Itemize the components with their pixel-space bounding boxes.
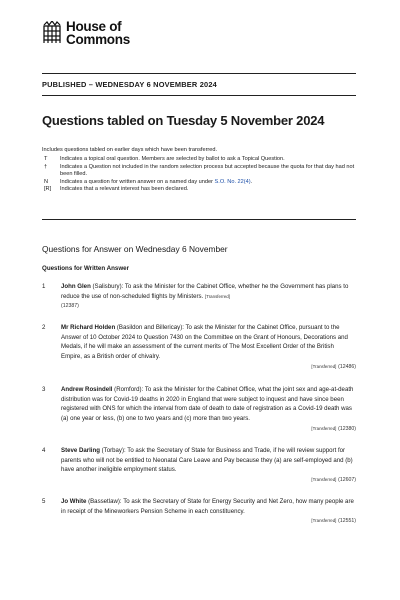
question-constituency: (Torbay): (99, 447, 128, 454)
question-member: John Glen (61, 283, 91, 290)
section-title: Questions for Answer on Wednesday 6 November (42, 244, 228, 254)
question-member: Jo White (61, 498, 87, 505)
transferred-tag: [Transferred] (311, 363, 337, 369)
question-text: To ask the Minister for the Cabinet Office, what the joint sex and age-at-death distribution was for Covid-19 deaths in 2020 in England that were subject to inquest and have since been registered with ONS for which the interval from date of death to date of registration as a Covid-19 death was (a) one year or less, (b) one to two years and (c) more than two years. (61, 386, 354, 423)
legend-symbol: T (44, 156, 48, 162)
transferred-tag: [Transferred] (311, 425, 337, 431)
question-number: 3 (42, 386, 46, 393)
legend-text: Indicates a topical oral question. Members are selected by ballot to ask a Topical Question. (60, 156, 285, 162)
question-reference: (12387) (61, 303, 79, 310)
logo-line-2: Commons (66, 32, 130, 47)
question-constituency: (Salisbury): (90, 283, 125, 290)
transferred-tag: [Transferred] (311, 477, 337, 483)
question-number: 5 (42, 498, 46, 505)
question-text: To ask the Secretary of State for Business and Trade, if he will review support for parents who will not be entitled to Neonatal Care Leave and Pay because they (a) are self-employed and (b) have another ineligible employment status. (61, 447, 353, 474)
legend-row (42, 164, 356, 179)
transferred-tag: [Transferred] (311, 518, 337, 524)
legend-row (42, 186, 356, 194)
intro-text: Includes questions tabled on earlier days which have been transferred. (42, 147, 218, 153)
page-title: Questions tabled on Tuesday 5 November 2024 (42, 113, 325, 128)
legend-row (42, 156, 356, 164)
question-text: To ask the Minister for the Cabinet Office, pursuant to the Answer of 10 October 2024 to Question 7430 on the Committee on the Grant of Honours, Decorations and Medals, if he will make an assessment of the current merits of The Most Excellent Order of the British Empire, as a British order of chivalry. (61, 324, 348, 361)
question-item (42, 323, 356, 373)
standing-order-link[interactable]: S.O. No. 22(4) (214, 178, 251, 185)
header-top-rule (42, 73, 356, 74)
house-of-commons-logo (42, 20, 130, 46)
question-text: To ask the Secretary of State for Energy Security and Net Zero, how many people are in receipt of the Mineworkers Pension Scheme in each constituency. (61, 498, 354, 515)
question-number: 4 (42, 447, 46, 454)
legend-text-after: . (250, 178, 253, 185)
legend-symbol: [R] (44, 186, 52, 193)
transferred-tag: [Transferred] (204, 293, 230, 299)
question-reference: (12486) (338, 363, 356, 370)
question-text: To ask the Minister for the Cabinet Office, whether he the Government has plans to reduce the use of non-scheduled flights by Ministers. (61, 283, 349, 300)
symbol-legend (42, 156, 356, 194)
question-constituency: (Bassetlaw): (86, 498, 124, 505)
question-reference: (12380) (338, 425, 356, 432)
legend-symbol: † (44, 163, 48, 170)
question-member: Andrew Rosindell (61, 386, 113, 393)
portcullis-icon (42, 21, 62, 45)
logo-line-1: House of (66, 19, 122, 34)
question-number: 1 (42, 283, 46, 290)
header-bottom-rule (42, 95, 356, 96)
question-constituency: (Romford): (112, 386, 145, 393)
question-member: Mr Richard Holden (61, 324, 116, 331)
section-rule (42, 219, 356, 220)
question-item (42, 497, 356, 527)
legend-text: Indicates a Question not included in the random selection process but accepted because the quota for that day had not been filled. (60, 163, 355, 178)
legend-row (42, 179, 356, 187)
legend-text: Indicates that a relevant interest has been declared. (60, 186, 189, 193)
subsection-title: Questions for Written Answer (42, 265, 129, 272)
legend-text-container (60, 179, 356, 187)
question-member: Steve Darling (61, 447, 100, 454)
question-number: 2 (42, 324, 46, 331)
question-item (42, 282, 356, 312)
question-item (42, 446, 356, 486)
question-item (42, 385, 356, 435)
legend-text: Indicates a question for written answer on a named day under (60, 178, 215, 185)
question-constituency: (Basildon and Billericay): (115, 324, 186, 331)
published-date: PUBLISHED – WEDNESDAY 6 NOVEMBER 2024 (42, 80, 217, 89)
question-reference: (12551) (338, 518, 356, 525)
question-reference: (12607) (338, 477, 356, 484)
legend-symbol: N (44, 178, 49, 185)
